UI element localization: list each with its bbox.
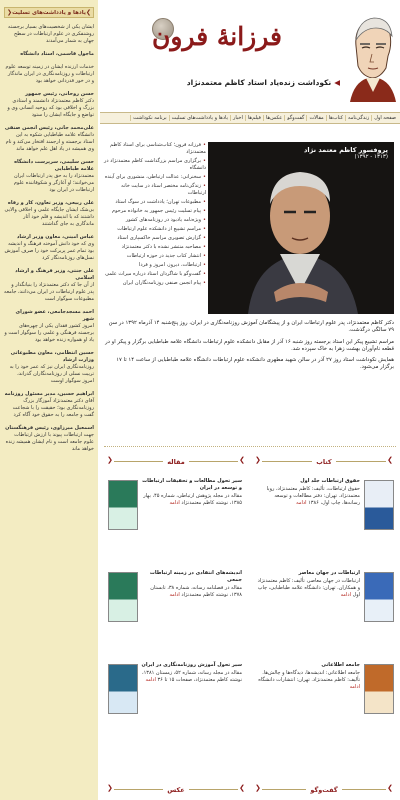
sidebar-entry[interactable] (4, 425, 94, 453)
divider (104, 446, 396, 447)
sidebar-entry-title: عباس امینی، معاون وزیر ارشاد (16, 234, 94, 240)
sidebar-entry-body: جهت ارتباطات پیوند با ارزش ارتباطات علوم جامعه است و نام ایشان همیشه زنده خواهد ماند (5, 432, 94, 452)
article-cover[interactable] (108, 572, 138, 622)
nav-item[interactable]: زندگی‌نامه (345, 115, 371, 121)
sidebar-entry[interactable] (4, 268, 94, 303)
featured-link[interactable]: • فرزانه فرون؛ کتاب‌شناسی برای استاد کاظم معتمدنژاد (102, 142, 206, 156)
item-text (138, 478, 242, 507)
sidebar-entry-title: ماجول قاسمی، استاد دانشگاه (20, 51, 94, 57)
item-title[interactable]: ارتباطات در جهان معاصر (298, 570, 360, 576)
featured-link[interactable]: • ارتباطات، دیروز، امروز و فردا (102, 262, 206, 269)
read-more-link[interactable]: ادامه (349, 684, 360, 690)
chevron-right-icon: ❯ (85, 9, 91, 16)
book-cover[interactable] (364, 664, 394, 714)
article-item[interactable] (106, 474, 246, 546)
sidebar-entry-body: روزنامه‌نگاری ایران نیز که عمر خود را به تربیت نسلی از روزنامه‌نگاران گذراند، امروز سوگوار اوست (9, 364, 94, 384)
chevron-left-icon: ❮ (255, 456, 261, 464)
sidebar-header-label: یادها و یادداشت‌های تسلیت (12, 9, 86, 16)
sidebar-entry[interactable] (4, 309, 94, 344)
book-cover[interactable] (364, 572, 394, 622)
featured-link[interactable]: • مطبوعات تهران؛ یادداشت در سوگ استاد (102, 199, 206, 206)
featured-link[interactable]: • زندگی‌نامه مختصر استاد در سایت خانه ارتباطات (102, 183, 206, 197)
item-text (256, 662, 360, 691)
read-more-link[interactable]: ادامه (145, 677, 156, 683)
sidebar-entry-body: امروز کشور فقدان یکی از چهره‌های برجسته فرهنگی و علمی را سوگوار است و یاد او همواره زنده خواهد بود (4, 323, 94, 343)
chevron-right-icon: ❯ (387, 456, 393, 464)
sidebar-entry-title: علی‌محمد جانی، رئیس انجمن صنفی (4, 125, 94, 131)
sidebar-entry[interactable] (4, 91, 94, 119)
site-header (100, 0, 400, 102)
featured-text (104, 320, 394, 376)
read-more-link[interactable]: ادامه (296, 500, 307, 506)
book-cover[interactable] (364, 480, 394, 530)
portrait-illustration (346, 6, 398, 102)
sidebar-entry[interactable] (4, 159, 94, 194)
sidebar-entry[interactable] (4, 200, 94, 228)
nav-item[interactable]: فیلم‌ها (245, 115, 263, 121)
sidebar-entry-body: بی‌شک ایشان جایگاه علمی و اخلاقی والایی داشتند که با اندیشه و قلم خود آثار ماندگاری به جای گذاشتند (4, 207, 94, 227)
nav-item[interactable]: برنامه نکوداشت (130, 115, 168, 121)
main-nav (100, 112, 400, 124)
read-more-link[interactable]: ادامه (340, 592, 351, 598)
featured-link[interactable]: • پیام تسلیت رئیس جمهور به خانواده مرحوم (102, 208, 206, 215)
item-description: ارتباطات در جهان معاصر، تألیف: کاظم معتمدنژاد و همکاران. تهران: دانشگاه علامه طباطبایی، چاپ اول (257, 578, 360, 598)
sidebar-entry-title: حسن روحانی، رئیس جمهور (25, 91, 94, 97)
featured-link[interactable]: • سخنرانی: عدالت ارتباطی، منشوری برای آینده (102, 174, 206, 181)
sidebar-entry-title: علی جنتی، وزیر فرهنگ و ارشاد اسلامی (15, 268, 94, 281)
interviews-section-label: گفت‌وگو (306, 786, 341, 794)
featured-link[interactable]: • مصاحبه منتشر نشده با دکتر معتمدنژاد (102, 244, 206, 251)
sidebar-entry-body: وی که خود دانش آموخته فرهنگ و اندیشه بود تمام عمر پربرکت خود را صرف آموزش نسل‌های روزنامه‌نگار کرد (4, 241, 94, 261)
photos-section-label: عکس (163, 786, 188, 794)
interviews-section-header[interactable] (254, 784, 394, 796)
photo-caption-name: پروفسور کاظم معتمد نژاد (304, 146, 388, 154)
featured-link[interactable]: • برگزاری مراسم بزرگداشت کاظم معتمدنژاد در دانشگاه (102, 158, 206, 172)
books-section-header[interactable] (254, 456, 394, 468)
sidebar (0, 0, 98, 800)
item-text (138, 662, 242, 684)
sidebar-entry-title: اسمعیل میرزاوی، رئیس فرهنگستان (5, 425, 94, 431)
sidebar-entry-title: احمد مسجدجامعی، عضو شورای شهر (15, 309, 94, 322)
site-subtitle (140, 78, 340, 87)
nav-item[interactable]: یادها و یادداشت‌های تسلیت (169, 115, 230, 121)
nav-item[interactable]: اخبار (230, 115, 245, 121)
featured-paragraph: دکتر کاظم معتمدنژاد، پدر علوم ارتباطات ایران و از پیشگامان آموزش روزنامه‌نگاری در ایران، روز پنج‌شنبه ۱۴ آذرماه ۱۳۹۲ در سن ۷۹ سالگی درگذشت. (108, 320, 394, 334)
book-item[interactable] (256, 658, 396, 730)
sidebar-entry-title: علی ربیعی، وزیر تعاون، کار و رفاه (7, 200, 94, 206)
item-title[interactable]: اندیشه‌های انتقادی در زمینه ارتباطات جمعی (149, 570, 242, 583)
item-title[interactable]: سیر تحول آموزش روزنامه‌نگاری در ایران (141, 662, 242, 668)
sidebar-entry[interactable] (4, 24, 94, 45)
sidebar-entry[interactable] (4, 64, 94, 85)
sidebar-entry-title: ابراهیم حسین، مدیر مسئول روزنامه (4, 391, 94, 397)
sidebar-entry-body: دانشگاه علامه طباطبایی شکوه به این استاد برجسته و ارجمند افتخار می‌کند و نام وی همیشه در یاد اهل علم خواهد ماند (5, 132, 94, 152)
item-description: حقوق ارتباطات، تألیف: کاظم معتمدنژاد، رویا معتمدنژاد. تهران: دفتر مطالعات و توسعه رسانه‌ها، چاپ اول، ۱۳۸۶ (266, 486, 360, 506)
featured-link[interactable]: • مراسم تشییع از دانشکده علوم ارتباطات (102, 226, 206, 233)
chevron-left-icon: ❮ (255, 784, 261, 792)
chevron-right-icon: ❯ (387, 784, 393, 792)
sidebar-entry-body: از آن جا که دکتر معتمدنژاد را بنیانگذار و پدر علوم ارتباطات در ایران می‌دانند، جامعه مطبوعات سوگوار است (4, 282, 94, 302)
articles-section-header[interactable] (106, 456, 246, 468)
chevron-right-icon: ❯ (239, 784, 245, 792)
article-cover[interactable] (108, 664, 138, 714)
item-title[interactable]: سیر تحول مطالعات و تحقیقات ارتباطات و توسعه در ایران (142, 478, 242, 491)
item-text (256, 478, 360, 507)
nav-item[interactable]: گفت‌وگو (284, 115, 306, 121)
book-item[interactable] (256, 474, 396, 546)
site-subtitle-text: نکوداشت زنده‌یاد استاد کاظم معتمدنژاد (186, 78, 332, 87)
sidebar-entry-body: دکتر کاظم معتمدنژاد دانشمند و استادی بزرگ و اخلاقی بود که روحیه انسانی وی و تواضع و جایگاه ایشان را ستود (7, 98, 94, 118)
item-text (138, 570, 242, 599)
arrow-icon: ◀ (334, 78, 340, 87)
sidebar-entry-body: آقای دکتر معتمدنژاد آموزگار بزرگ روزنامه‌نگاری بود؛ حقیقت را با شجاعت گفت و جامعه را به حقوق خود آگاه کرد (12, 398, 94, 418)
item-text (256, 570, 360, 599)
item-title[interactable]: جامعه اطلاعاتی (321, 662, 360, 668)
articles-column (106, 474, 246, 724)
featured-links (102, 142, 206, 289)
chevron-left-icon: ❮ (7, 9, 13, 16)
featured-link[interactable]: • پیام انجمن صنفی روزنامه‌نگاران ایران (102, 280, 206, 287)
sidebar-entry-body: معتمدنژاد را به حق پدر ارتباطات ایران می‌خوانند؛ او آغازگر و شکوفاننده علوم ارتباطات در ایران بود (13, 173, 94, 193)
chevron-left-icon: ❮ (107, 784, 113, 792)
article-cover[interactable] (108, 480, 138, 530)
articles-section-label: مقاله (163, 458, 189, 466)
article-item[interactable] (106, 566, 246, 638)
sidebar-entry[interactable] (4, 125, 94, 153)
sidebar-entry-title: حسن سلیمی، سرپرست دانشگاه علامه طباطبایی (14, 159, 94, 172)
sidebar-entry[interactable] (4, 51, 94, 58)
sidebar-entry[interactable] (4, 350, 94, 385)
item-description: مقاله در مجله رسانه، شماره ۵۲، زمستان ۱۳۸۱، نوشته کاظم معتمدنژاد، صفحات ۱۵ تا ۳۶ (141, 670, 242, 683)
featured-paragraph: مراسم تشییع پیکر این استاد برجسته روز شنبه ۱۶ آذر از مقابل دانشکده علوم ارتباطات دانشگاه علامه طباطبایی برگزار و پیکر او در قطعه نام‌آوران بهشت زهرا به خاک سپرده شد. (105, 338, 394, 352)
photos-section-header[interactable] (106, 784, 246, 796)
sidebar-entry-title: حسین انتظامی، معاون مطبوعاتی وزارت ارشاد (10, 350, 94, 363)
read-more-link[interactable]: ادامه (169, 592, 180, 598)
sidebar-entry-body: خدمات ارزنده ایشان در زمینه توسعه علوم ارتباطات و روزنامه‌نگاری در ایران ماندگار و در خور قدردانی خواهد بود (5, 64, 94, 84)
nav-item[interactable]: صفحه اول (371, 115, 398, 121)
item-description: جامعه اطلاعاتی: اندیشه‌ها، دیدگاه‌ها و چالش‌ها. تألیف: کاظم معتمدنژاد. تهران: انتشارات دانشگاه (258, 670, 360, 683)
sidebar-entry-body: ایشان یکی از شخصیت‌های بسیار برجسته روشنفکری در علوم ارتباطات در سطح جهان به شمار می‌آمدند (8, 24, 94, 44)
item-description: مقاله در فصلنامه رسانه، شماره ۳۸، تابستان ۱۳۷۸، نوشته کاظم معتمدنژاد (150, 585, 242, 598)
sidebar-entry[interactable] (4, 234, 94, 262)
nav-item[interactable]: عکس‌ها (263, 115, 284, 121)
sidebar-header[interactable] (4, 7, 94, 18)
featured-paragraph: همایش نکوداشت استاد روز ۲۷ آذر در سالن شهید مطهری دانشکده علوم ارتباطات دانشگاه علامه طباطبایی از ساعت ۱۴ تا ۱۷ برگزار می‌شود. (116, 357, 394, 371)
featured-link[interactable]: • گزارش تصویری مراسم خاکسپاری استاد (102, 235, 206, 242)
nav-item[interactable]: کتاب‌ها (326, 115, 345, 121)
item-description: مقاله در مجله پژوهش ارتباطی، شماره ۴۵، بهار ۱۳۸۵، نوشته کاظم معتمدنژاد (143, 493, 242, 506)
featured-section (100, 134, 398, 434)
featured-photo[interactable] (208, 142, 394, 314)
photo-caption (304, 146, 388, 160)
chevron-left-icon: ❮ (107, 456, 113, 464)
photo-caption-years: (۱۳۱۳ - ۱۳۹۲) (354, 154, 388, 160)
featured-link[interactable]: • گفت‌وگو با شاگردان استاد درباره میراث علمی (102, 271, 206, 278)
site-title[interactable]: فرزانهٔ فرون (151, 22, 282, 51)
nav-item[interactable]: مقالات (306, 115, 325, 121)
article-item[interactable] (106, 658, 246, 730)
read-more-link[interactable]: ادامه (169, 500, 180, 506)
chevron-right-icon: ❯ (239, 456, 245, 464)
sidebar-entry[interactable] (4, 391, 94, 419)
books-section-label: کتاب (312, 458, 335, 466)
sidebar-entries (4, 24, 94, 459)
featured-link[interactable]: • ویژه‌نامه یادبود در روزنامه‌های کشور (102, 217, 206, 224)
book-item[interactable] (256, 566, 396, 638)
item-title[interactable]: حقوق ارتباطات جلد اول (300, 478, 360, 484)
featured-link[interactable]: • انتشار کتاب جدید در حوزه ارتباطات (102, 253, 206, 260)
books-column (256, 474, 396, 724)
